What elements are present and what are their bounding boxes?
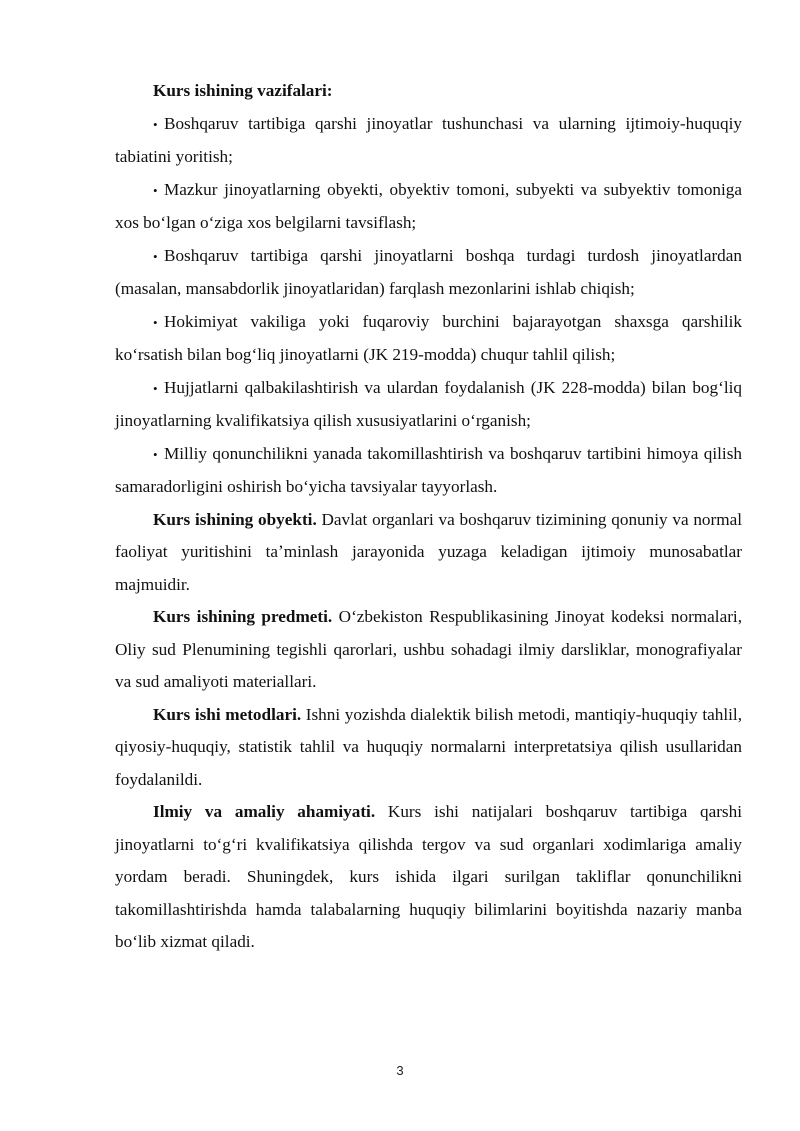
predmet-lead: Kurs ishining predmeti. [153, 607, 333, 626]
bullet-icon: • [153, 248, 158, 264]
obyekt-lead: Kurs ishining obyekti. [153, 509, 317, 529]
obyekt-text: Davlat organlari va boshqaruv tizimining qonuniy va normal faoliyat yuritishini taʼminlash jarayonida yuzaga keladigan ijtimoiy munosabatlar majmuidir. [115, 509, 743, 594]
metodlar-paragraph [115, 699, 742, 797]
ahamiyat-text: Kurs ishi natijalari boshqaruv tartibiga qarshi jinoyatlarni toʻgʻri kvalifikatsiya qilishda tergov va sud organlari xodimlariga amaliy yordam beradi. Shuningdek, kurs ishida ilgari surilgan takliflar qonunchilikni takomillashtirishda hamda talabalarning huquqiy bilimlarini boyitishda nazariy manba boʻlib xizmat qiladi. [115, 802, 742, 951]
bullet-icon: • [153, 314, 158, 330]
page-number: 3 [396, 1063, 404, 1078]
ahamiyat-lead: Ilmiy va amaliy ahamiyati. [153, 802, 376, 821]
bullet-icon: • [153, 116, 158, 132]
predmet-text: Oʻzbekiston Respublikasining Jinoyat kodeksi normalari, Oliy sud Plenumining tegishli qarorlari, ushbu sohadagi ilmiy darsliklar, monografiyalar va sud amaliyoti materiallari. [115, 607, 742, 691]
bullet-icon: • [153, 182, 158, 198]
list-item: • Boshqaruv tartibiga qarshi jinoyatlarni boshqa turdagi turdosh jinoyatlardan (masalan, mansabdorlik jinoyatlaridan) farqlash mezonlarini ishlab chiqish; [115, 240, 742, 306]
document-page [115, 75, 742, 959]
bullet-icon: • [153, 446, 158, 462]
bullet-icon: • [153, 380, 158, 396]
predmet-paragraph [115, 601, 742, 699]
list-item: • Boshqaruv tartibiga qarshi jinoyatlar tushunchasi va ularning ijtimoiy-huquqiy tabiatini yoritish; [115, 108, 742, 174]
metodlar-lead: Kurs ishi metodlari. [153, 704, 302, 724]
list-item: • Hujjatlarni qalbakilashtirish va ulardan foydalanish (JK 228-modda) bilan bogʻliq jinoyatlarning kvalifikatsiya qilish xususiyatlarini oʻrganish; [115, 372, 742, 438]
list-item: • Mazkur jinoyatlarning obyekti, obyektiv tomoni, subyekti va subyektiv tomoniga xos boʻlgan oʻziga xos belgilarni tavsiflash; [115, 174, 742, 240]
obyekt-paragraph [115, 504, 742, 602]
list-item: • Hokimiyat vakiliga yoki fuqaroviy burchini bajarayotgan shaxsga qarshilik koʻrsatish bilan bogʻliq jinoyatlarni (JK 219-modda) chuqur tahlil qilish; [115, 306, 742, 372]
list-item: • Milliy qonunchilikni yanada takomillashtirish va boshqaruv tartibini himoya qilish samaradorligini oshirish boʻyicha tavsiyalar tayyorlash. [115, 438, 742, 504]
metodlar-text: Ishni yozishda dialektik bilish metodi, mantiqiy-huquqiy tahlil, qiyosiy-huquqiy, statistik tahlil va huquqiy normalarni interpretatsiya qilish usullaridan foydalanildi. [115, 704, 742, 789]
ahamiyat-paragraph [115, 796, 742, 959]
vazifalar-heading: Kurs ishining vazifalari: [153, 81, 333, 100]
